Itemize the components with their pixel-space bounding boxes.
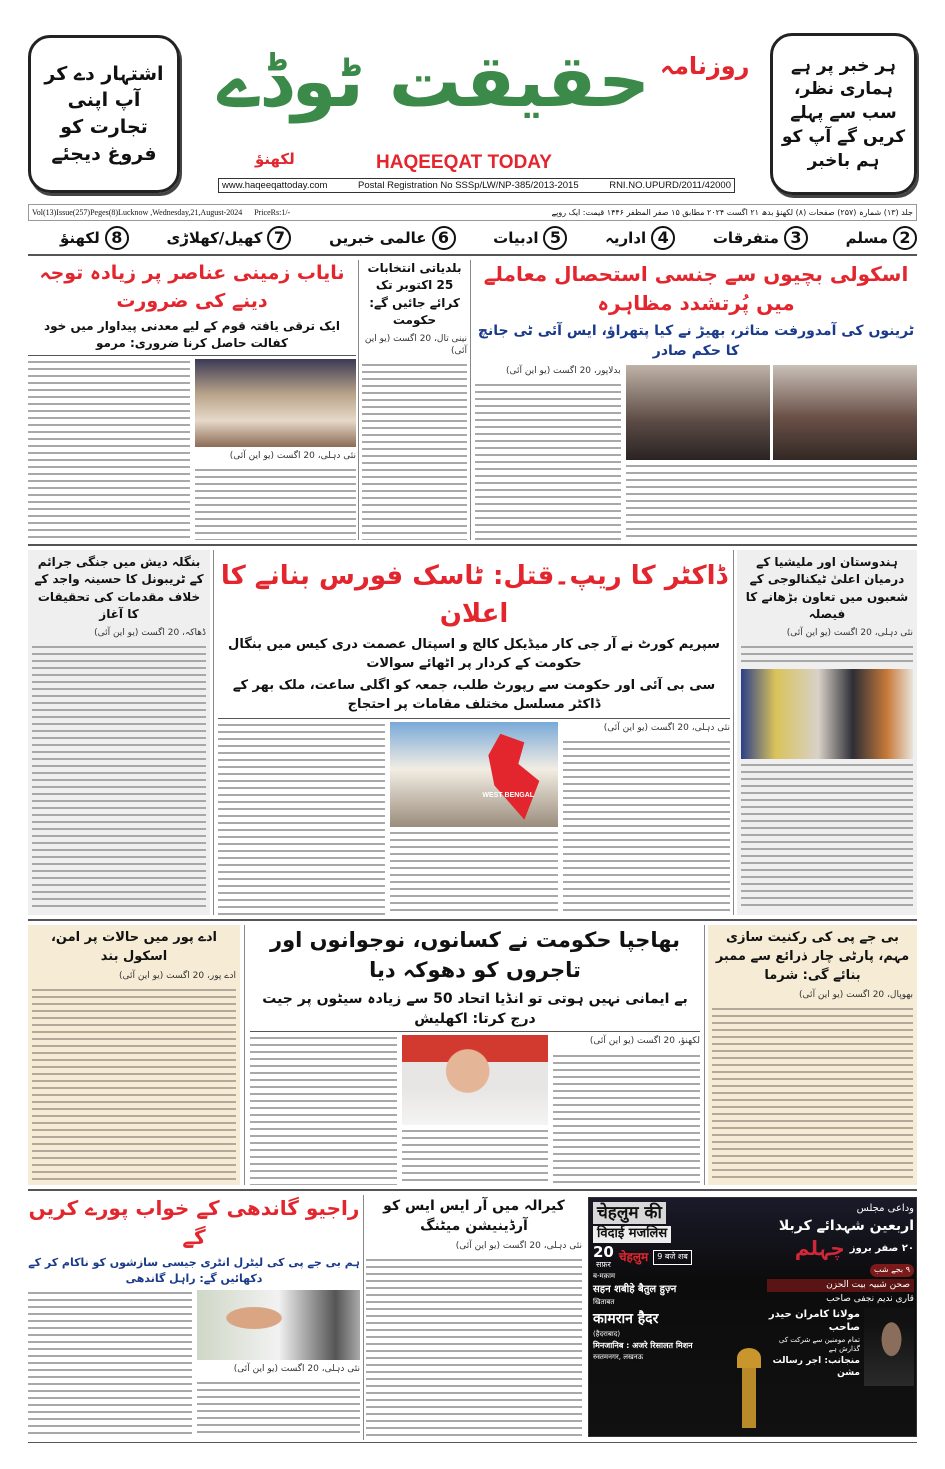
city-label: لکھنؤ <box>255 150 295 168</box>
headline-civic-polls: بلدیاتی انتخابات 25 اکتوبر تک کرائے جائیں گے: حکومت <box>367 261 462 328</box>
subhead-school: ٹرینوں کی آمدورفت متاثر، بھیڑ نے کیا پتھراؤ، ایس آئی ٹی جانچ کا حکم صادر <box>477 323 915 360</box>
protest-photo-2 <box>773 365 917 460</box>
lead-civic: نینی تال، 20 اگست (یو این آئی) <box>364 333 467 356</box>
school-story <box>475 260 917 540</box>
dateline <box>28 204 917 221</box>
article-body-bjp <box>712 1006 913 1181</box>
article-body-malaysia-2 <box>741 762 913 911</box>
section-label: مسلم <box>845 229 888 247</box>
lead-doctor: نئی دہلی، 20 اگست (یو این آئی) <box>603 722 730 733</box>
akhilesh-story <box>250 925 700 1185</box>
doctor-story <box>218 550 730 915</box>
dateline-urdu: جلد (۱۳) شمارہ (۲۵۷) صفحات (۸) لکھنؤ بدھ ۲۱ اگست ۲۰۲۴ مطابق ۱۵ صفر المظفر ۱۴۴۶ قیمت: ایک روپے <box>551 208 913 217</box>
headline-bjp: بی جے پی کی رکنیت سازی مہم، پارٹی چار ذرائع سے ممبر بنائے گی: شرما <box>715 930 910 983</box>
section-label: اداریہ <box>605 229 647 247</box>
lead-school: بدلاپور، 20 اگست (یو این آئی) <box>505 365 621 376</box>
headline-bangladesh: بنگلہ دیش میں جنگی جرائم کے ٹریبونل کا حسینہ واجد کے خلاف مقدمات کی تحقیقات کا آغاز <box>34 555 204 622</box>
ad-urdu-time: ۹ بجے شب <box>870 1264 914 1276</box>
section-link[interactable] <box>713 226 808 250</box>
tagline-text: ہر خبر پر ہے ہماری نظر، سب سے پہلے کریں گے آپ کو ہم باخبر <box>781 55 906 171</box>
article-body-kerala <box>366 1257 582 1438</box>
lead-akhilesh: لکھنؤ، 20 اگست (یو این آئی) <box>589 1036 700 1047</box>
article-body-akhilesh-3 <box>553 1053 700 1185</box>
section-label: عالمی خبریں <box>329 229 427 247</box>
newspaper-logo: حقیقت ٹوڈے <box>217 39 650 123</box>
ad-speaker-label: खिताबत <box>593 1298 615 1307</box>
ad-hindi-title: चेहलुम की <box>593 1202 666 1224</box>
ad-speaker: कामरान हैदर <box>593 1310 659 1327</box>
bjp-story <box>708 925 917 1185</box>
section-number: 3 <box>784 226 808 250</box>
ad-hindi-subtitle: विदाई मजलिस <box>593 1226 671 1243</box>
section-link[interactable] <box>605 226 675 250</box>
postal-registration: Postal Registration No SSSp/LW/NP-385/2013-2015 <box>358 180 579 191</box>
ad-date-word: सफ़र <box>596 1259 611 1269</box>
dateline-english: Vol(13)Issue(257)Peges(8)Lucknow ,Wednesday,21,August-2024 <box>32 208 243 217</box>
subhead-rajiv-gandhi: ہم بی جے پی کی لیٹرل انٹری جیسی سازشوں کو ناکام کر کے دکھائیں گے: راہل گاندھی <box>28 1256 360 1285</box>
registration-bar <box>218 178 735 193</box>
subhead-doctor-1: سپریم کورٹ نے آر جی کار میڈیکل کالج و اسپتال عصمت دری کیس میں بنگال حکومت کے کردار پر اٹھائے سوالات <box>228 637 720 672</box>
section-nav <box>60 225 917 251</box>
west-bengal-map <box>482 734 542 820</box>
ad-urdu-column <box>767 1202 914 1386</box>
ad-urdu-heading: اربعین شہدائے کربلا <box>778 1218 914 1234</box>
headline-minerals: نایاب زمینی عناصر پر زیادہ توجہ دینے کی ضرورت <box>39 262 345 312</box>
price: PriceRs:1/- <box>254 208 291 217</box>
article-body-udaipur <box>32 987 236 1181</box>
section-number: 8 <box>105 226 129 250</box>
article-body-doctor-2 <box>390 830 557 915</box>
article-body-rajiv-1 <box>28 1290 192 1438</box>
section-label: کھیل/کھلاڑی <box>166 229 263 247</box>
udaipur-story <box>28 925 240 1185</box>
section-label: لکھنؤ <box>60 229 100 247</box>
article-body-civic <box>362 362 467 540</box>
section-link[interactable] <box>166 226 291 250</box>
ad-time: 9 बजे शब <box>653 1250 692 1264</box>
headline-malaysia: ہندوستان اور ملیشیا کے درمیان اعلیٰ ٹیکنالوجی کے شعبوں میں تعاون بڑھانے کا فیصلہ <box>745 555 909 622</box>
section-number: 7 <box>267 226 291 250</box>
advertise-promo-box <box>28 35 180 193</box>
subhead-akhilesh: بے ایمانی نہیں ہوتی تو انڈیا اتحاد 50 سے زیادہ سیٹوں پر جیت درج کرتا: اکھلیش <box>250 989 700 1033</box>
ad-organizer-place: रुस्तमनगर, लखनऊ <box>593 1353 644 1362</box>
logo-prefix: روزنامہ <box>660 52 750 80</box>
akhilesh-photo <box>402 1035 549 1125</box>
section-link[interactable] <box>846 226 917 250</box>
rahul-gandhi-photo <box>197 1290 361 1360</box>
ad-urdu-date: ۲۰ صفر بروز <box>849 1242 914 1254</box>
section-link[interactable] <box>329 226 455 250</box>
malaysia-story <box>737 550 917 915</box>
headline-kerala-rss: کیرالہ میں آر ایس ایس کو آرڈینیشن میٹنگ <box>383 1198 565 1235</box>
shrine-dome <box>737 1348 761 1368</box>
lead-malaysia: نئی دہلی، 20 اگست (یو این آئی) <box>786 627 913 638</box>
ad-chehlum: चेहलुम <box>618 1249 649 1264</box>
section-link[interactable] <box>493 226 567 250</box>
headline-rajiv-gandhi: راجیو گاندھی کے خواب پورے کریں گے <box>28 1196 360 1249</box>
chehlum-advertisement <box>588 1197 917 1437</box>
headline-school: اسکولی بچیوں سے جنسی استحصال معاملے میں پُرتشدد مظاہرہ <box>483 262 909 315</box>
article-body-minerals <box>28 359 190 540</box>
article-body-akhilesh-1 <box>250 1035 397 1185</box>
ad-maulana: مولانا کامران حیدر صاحب <box>768 1308 860 1333</box>
rajiv-story <box>28 1194 360 1438</box>
ad-urdu-organizer: منجانب: اجر رسالت مشن <box>772 1356 860 1378</box>
map-label: WEST BENGAL <box>482 791 535 799</box>
lead-bangladesh: ڈھاکہ، 20 اگست (یو این آئی) <box>94 627 206 638</box>
article-body-akhilesh-2 <box>402 1128 549 1185</box>
article-body-malaysia <box>741 644 913 666</box>
english-title: HAQEEQAT TODAY <box>376 152 552 173</box>
section-link[interactable] <box>60 226 129 250</box>
article-body-rajiv-2 <box>197 1380 361 1438</box>
lead-udaipur: ادے پور، 20 اگست (یو این آئی) <box>118 970 236 981</box>
headline-akhilesh: بھاجپا حکومت نے کسانوں، نوجوانوں اور تاجروں کو دھوکہ دیا <box>269 928 680 983</box>
ad-urdu-chehlum: چہلم <box>794 1236 845 1261</box>
section-number: 4 <box>651 226 675 250</box>
lead-rajiv: نئی دہلی، 20 اگست (یو این آئی) <box>233 1363 360 1374</box>
ad-venue-label: ब-मक़ाम <box>593 1272 616 1281</box>
section-number: 2 <box>893 226 917 250</box>
shrine-minaret <box>742 1368 756 1428</box>
tagline-box <box>770 33 917 195</box>
article-body-doctor-1 <box>218 722 385 915</box>
ad-organizer: मिनजानिब : अजरे रिसालत मिशन <box>593 1340 693 1350</box>
bangladesh-story <box>28 550 210 915</box>
lead-minerals: نئی دہلی، 20 اگست (یو این آئی) <box>229 450 356 461</box>
ad-qari: قاری ندیم نجفی صاحب <box>826 1294 914 1305</box>
india-malaysia-photo <box>741 669 913 759</box>
supreme-court-photo <box>390 722 557 827</box>
article-body-doctor-3 <box>563 739 730 915</box>
ad-urdu-title: وداعی مجلس <box>856 1203 914 1214</box>
minerals-story <box>28 260 356 540</box>
headline-doctor-case: ڈاکٹر کا ریپ۔قتل: ٹاسک فورس بنانے کا اعلان <box>220 561 728 629</box>
lead-bjp: بھوپال، 20 اگست (یو این آئی) <box>799 989 913 1000</box>
rni-number: RNI.NO.UPURD/2011/42000 <box>609 180 731 191</box>
speaker-photo <box>864 1308 914 1386</box>
ad-urdu-venue: صحن شبیہ بیت الحزن <box>767 1279 914 1293</box>
lead-kerala: نئی دہلی، 20 اگست (یو این آئی) <box>455 1240 582 1251</box>
promo-text: اشتہار دے کر آپ اپنی تجارت کو فروغ دیجئے <box>44 62 164 165</box>
section-number: 5 <box>543 226 567 250</box>
ad-speaker-city: (हैदराबाद) <box>593 1329 621 1338</box>
section-label: ادبیات <box>493 229 539 247</box>
ad-date-number: 20 <box>593 1242 614 1261</box>
section-number: 6 <box>432 226 456 250</box>
protest-photo-1 <box>626 365 770 460</box>
ad-hindi-column <box>593 1202 735 1362</box>
kerala-story <box>366 1196 582 1438</box>
article-body-school-2 <box>626 463 917 540</box>
civic-story <box>362 260 467 540</box>
article-body-minerals-2 <box>195 467 357 540</box>
website-link[interactable]: www.haqeeqattoday.com <box>222 180 328 191</box>
subhead-minerals: ایک ترقی یافتہ قوم کے لیے معدنی پیداوار میں خود کفالت حاصل کرنا ضروری: مرمو <box>28 318 356 356</box>
headline-udaipur: ادے پور میں حالات پر امن، اسکول بند <box>50 930 218 964</box>
subhead-doctor-2: سی بی آئی اور حکومت سے رپورٹ طلب، جمعہ کو اگلی ساعت، ملک بھر کے ڈاکٹر مسلسل مختلف مقامات پر احتجاج <box>218 677 730 719</box>
president-award-photo <box>195 359 357 447</box>
article-body-school <box>475 382 621 540</box>
ad-invite: تمام مومنین سے شرکت کی گذارش ہے <box>778 1335 860 1354</box>
ad-venue: सहन शबीहे बैतुल हुज़्न <box>593 1284 677 1296</box>
section-label: متفرقات <box>712 229 779 247</box>
article-body-bangladesh <box>32 644 206 911</box>
